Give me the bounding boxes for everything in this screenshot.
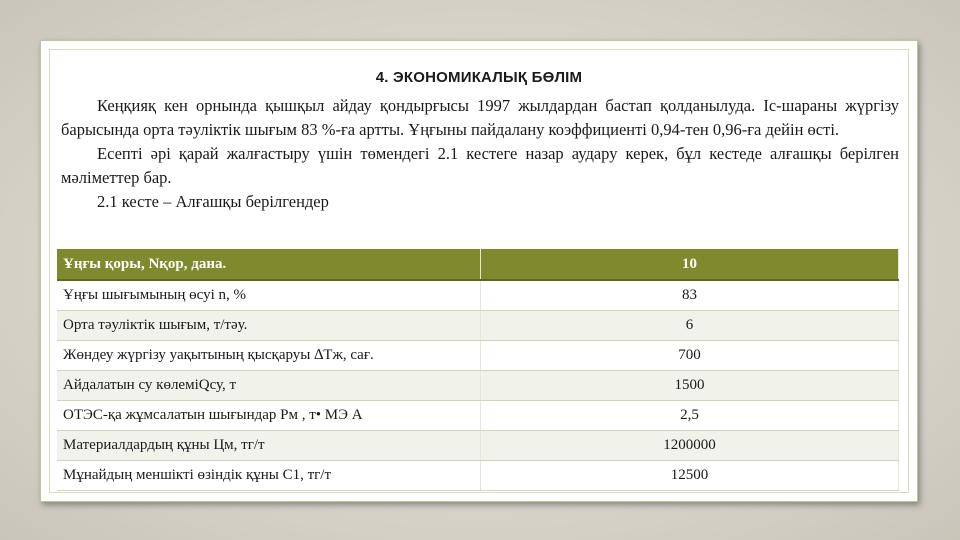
- row-label: Материалдардың құны Цм, тг/т: [57, 431, 481, 461]
- table-row: [57, 461, 899, 491]
- table-row: [57, 341, 899, 371]
- data-table: [57, 249, 899, 491]
- table-row: [57, 311, 899, 341]
- paragraph-intro: Кеңқияқ кен орнында қышқыл айдау қондырғысы 1997 жылдардан бастап қолданылуда. Іс-шараны жүргізу барысында орта тәуліктік шығым 83 %-ға артты. Ұңғыны пайдалану коэффициенті 0,94-тен 0,96-ға дейін өсті.: [61, 96, 899, 139]
- table-row: [57, 431, 899, 461]
- table-row: [57, 249, 899, 280]
- row-value: 10: [481, 249, 899, 280]
- row-label: Мұнайдың меншікті өзіндік құны С1, тг/т: [57, 461, 481, 491]
- row-label: ОТЭС-қа жұмсалатын шығындар Рм , т• МЭ А: [57, 401, 481, 431]
- paragraph-table-reference: Есепті әрі қарай жалғастыру үшін төмендегі 2.1 кестеге назар аудару керек, бұл кестеде алғашқы берілген мәліметтер бар.: [61, 144, 899, 187]
- table-caption: 2.1 кесте – Алғашқы берілгендер: [97, 192, 329, 211]
- row-value: 1500: [481, 371, 899, 401]
- row-label: Орта тәуліктік шығым, т/тәу.: [57, 311, 481, 341]
- row-value: 700: [481, 341, 899, 371]
- row-value: 2,5: [481, 401, 899, 431]
- table-row: [57, 401, 899, 431]
- row-value: 12500: [481, 461, 899, 491]
- table-row: [57, 371, 899, 401]
- slide: [40, 40, 918, 502]
- row-label: Жөндеу жүргізу уақытының қысқаруы ∆Тж, сағ.: [57, 341, 481, 371]
- row-value: 6: [481, 311, 899, 341]
- table-row: [57, 280, 899, 311]
- row-label: Ұңғы қоры, Nқор, дана.: [57, 249, 481, 280]
- slide-title: 4. ЭКОНОМИКАЛЫҚ БӨЛІМ: [375, 69, 583, 86]
- row-value: 83: [481, 280, 899, 311]
- row-value: 1200000: [481, 431, 899, 461]
- body-text: [61, 94, 899, 214]
- row-label: Айдалатын су көлеміQсу, т: [57, 371, 481, 401]
- row-label: Ұңғы шығымының өсуі n, %: [57, 280, 481, 311]
